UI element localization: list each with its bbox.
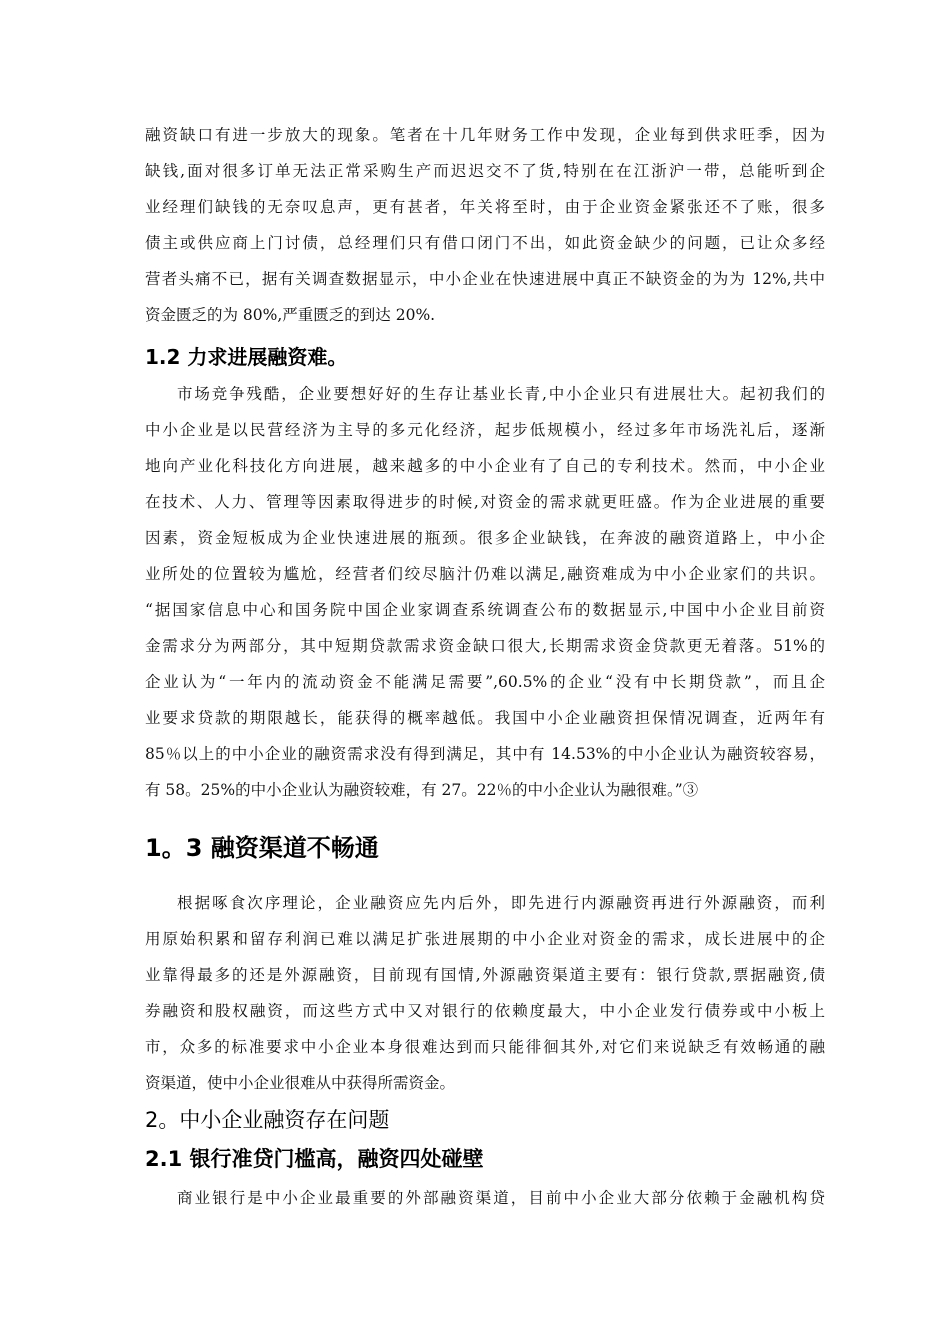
paragraph-line: 缺钱,面对很多订单无法正常采购生产而迟迟交不了货,特别在在江浙沪一带，总能听到企 [145, 162, 825, 180]
paragraph-line: 市，众多的标准要求中小企业本身很难达到而只能徘徊其外,对它们来说缺乏有效畅通的融 [145, 1038, 825, 1056]
paragraph-line: 85％以上的中小企业的融资需求没有得到满足，其中有 14.53%的中小企业认为融资较容易， [145, 745, 825, 763]
paragraph-line: 有 58。25%的中小企业认为融资较难，有 27。22％的中小企业认为融很难。”③ [145, 781, 699, 799]
paragraph-line: 券融资和股权融资，而这些方式中又对银行的依赖度最大，中小企业发行债券或中小板上 [145, 1002, 825, 1020]
paragraph-line: 业经理们缺钱的无奈叹息声，更有甚者，年关将至时，由于企业资金紧张还不了账，很多 [145, 198, 825, 216]
paragraph-line: 因素，资金短板成为企业快速进展的瓶颈。很多企业缺钱，在奔波的融资道路上，中小企 [145, 529, 825, 547]
paragraph-line: 用原始积累和留存利润已难以满足扩张进展期的中小企业对资金的需求，成长进展中的企 [145, 930, 825, 948]
paragraph-line: 市场竞争残酷，企业要想好好的生存让基业长青,中小企业只有进展壮大。起初我们的 [177, 385, 825, 403]
section-heading-1-3: 1。3 融资渠道不畅通 [145, 834, 379, 862]
paragraph-line: “据国家信息中心和国务院中国企业家调查系统调查公布的数据显示,中国中小企业目前资 [145, 601, 825, 619]
paragraph-line: 业所处的位置较为尴尬，经营者们绞尽脑汁仍难以满足,融资难成为中小企业家们的共识。 [145, 565, 825, 583]
paragraph-line: 债主或供应商上门讨债，总经理们只有借口闭门不出，如此资金缺少的问题，已让众多经 [145, 234, 825, 252]
paragraph-line: 资金匮乏的为 80%,严重匮乏的到达 20%. [145, 306, 436, 324]
section-heading-2-1: 2.1 银行准贷门槛高，融资四处碰壁 [145, 1147, 484, 1171]
section-heading-1-2: 1.2 力求进展融资难。 [145, 345, 348, 369]
section-heading-2: 2。中小企业融资存在问题 [145, 1108, 390, 1132]
paragraph-line: 在技术、人力、管理等因素取得进步的时候,对资金的需求就更旺盛。作为企业进展的重要 [145, 493, 825, 511]
paragraph-line: 营者头痛不已，据有关调查数据显示，中小企业在快速进展中真正不缺资金的为为 12%,共中 [145, 270, 825, 288]
paragraph-line: 业靠得最多的还是外源融资，目前现有国情,外源融资渠道主要有：银行贷款,票据融资,债 [145, 966, 825, 984]
paragraph-line: 企业认为“一年内的流动资金不能满足需要”,60.5%的企业“没有中长期贷款”，而且企 [145, 673, 825, 691]
paragraph-line: 商业银行是中小企业最重要的外部融资渠道，目前中小企业大部分依赖于金融机构贷 [177, 1189, 825, 1207]
paragraph-line: 业要求贷款的期限越长，能获得的概率越低。我国中小企业融资担保情况调查，近两年有 [145, 709, 825, 727]
paragraph-line: 地向产业化科技化方向进展，越来越多的中小企业有了自己的专利技术。然而，中小企业 [145, 457, 825, 475]
paragraph-line: 融资缺口有进一步放大的现象。笔者在十几年财务工作中发现，企业每到供求旺季，因为 [145, 126, 825, 144]
paragraph-line: 中小企业是以民营经济为主导的多元化经济，起步低规模小，经过多年市场洗礼后，逐渐 [145, 421, 825, 439]
paragraph-line: 资渠道，使中小企业很难从中获得所需资金。 [145, 1074, 456, 1092]
paragraph-line: 根据啄食次序理论，企业融资应先内后外，即先进行内源融资再进行外源融资，而利 [177, 894, 825, 912]
paragraph-line: 金需求分为两部分，其中短期贷款需求资金缺口很大,长期需求资金贷款更无着落。51%的 [145, 637, 825, 655]
